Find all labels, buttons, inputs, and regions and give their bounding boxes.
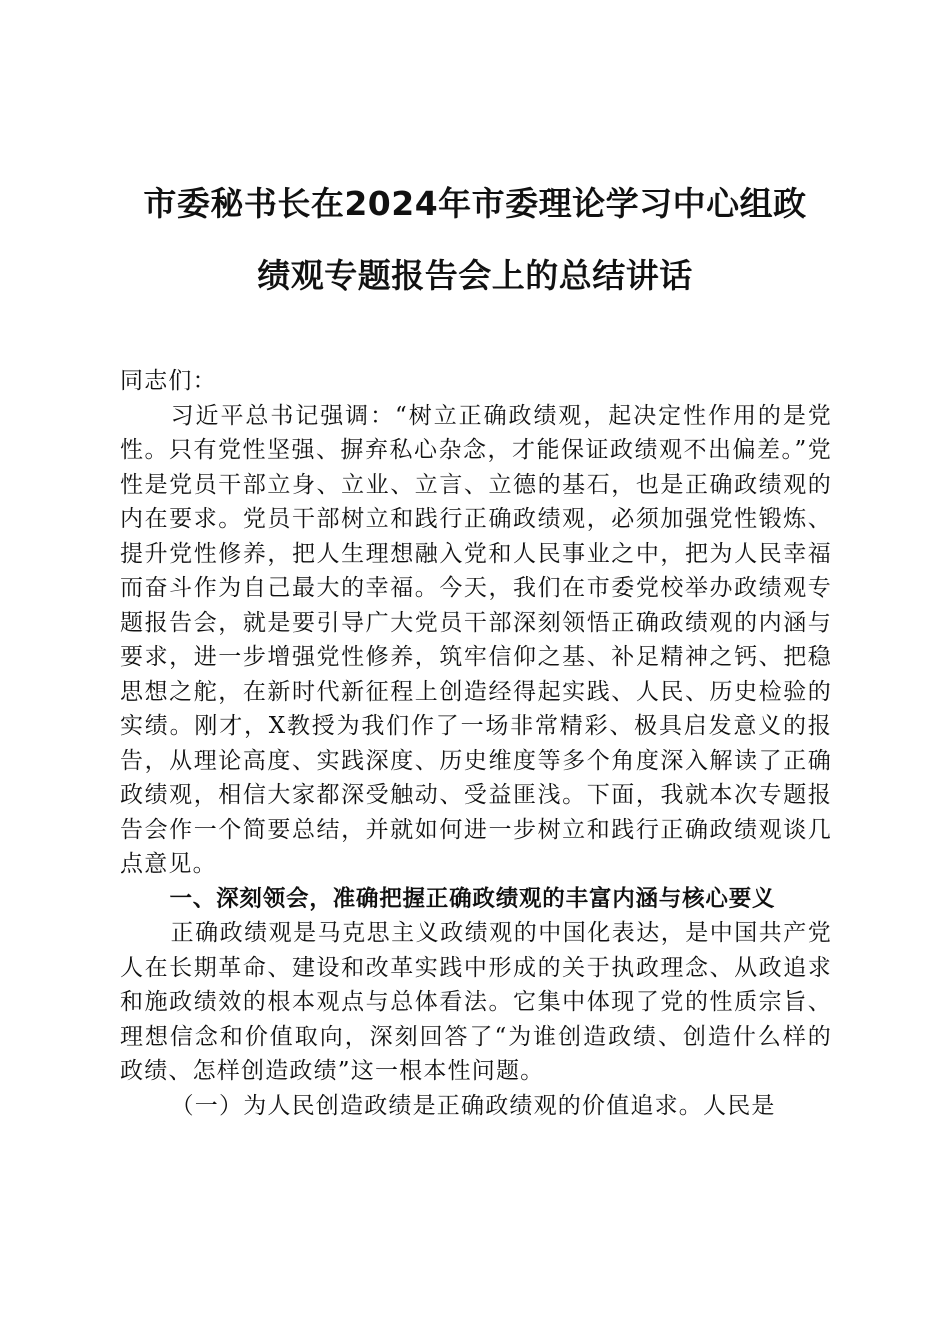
subsection-1-paragraph: （一）为人民创造政绩是正确政绩观的价值追求。人民是 [170,1092,776,1119]
section-1-paragraph: 正确政绩观是马克思主义政绩观的中国化表达，是中国共产党人在长期革命、建设和改革实践中形成的关于执政理念、从政追求和施政绩效的根本观点与总体看法。它集中体现了党的性质宗旨、理想信念和价值取向，深刻回答了“为谁创造政绩、创造什么样的政绩、怎样创造政绩”这一根本性问题。 [120,920,832,1084]
title-line-1: 市委秘书长在2024年市委理论学习中心组政 [143,184,807,223]
intro-paragraph: 习近平总书记强调：“树立正确政绩观，起决定性作用的是党性。只有党性坚强、摒弃私心杂念，才能保证政绩观不出偏差。”党性是党员干部立身、立业、立言、立德的基石，也是正确政绩观的内在要求。党员干部树立和践行正确政绩观，必须加强党性锻炼、提升党性修养，把人生理想融入党和人民事业之中，把为人民幸福而奋斗作为自己最大的幸福。今天，我们在市委党校举办政绩观专题报告会，就是要引导广大党员干部深刻领悟正确政绩观的内涵与要求，进一步增强党性修养，筑牢信仰之基、补足精神之钙、把稳思想之舵，在新时代新征程上创造经得起实践、人民、历史检验的实绩。刚才，X教授为我们作了一场非常精彩、极具启发意义的报告，从理论高度、实践深度、历史维度等多个角度深入解读了正确政绩观，相信大家都深受触动、受益匪浅。下面，我就本次专题报告会作一个简要总结，并就如何进一步树立和践行正确政绩观谈几点意见。 [120,402,832,877]
section-heading-1: 一、深刻领会，准确把握正确政绩观的丰富内涵与核心要义 [169,885,776,912]
title-line-2: 绩观专题报告会上的总结讲话 [257,256,693,295]
document-title [110,168,840,312]
document-body [120,364,832,1123]
salutation: 同志们： [120,368,217,394]
